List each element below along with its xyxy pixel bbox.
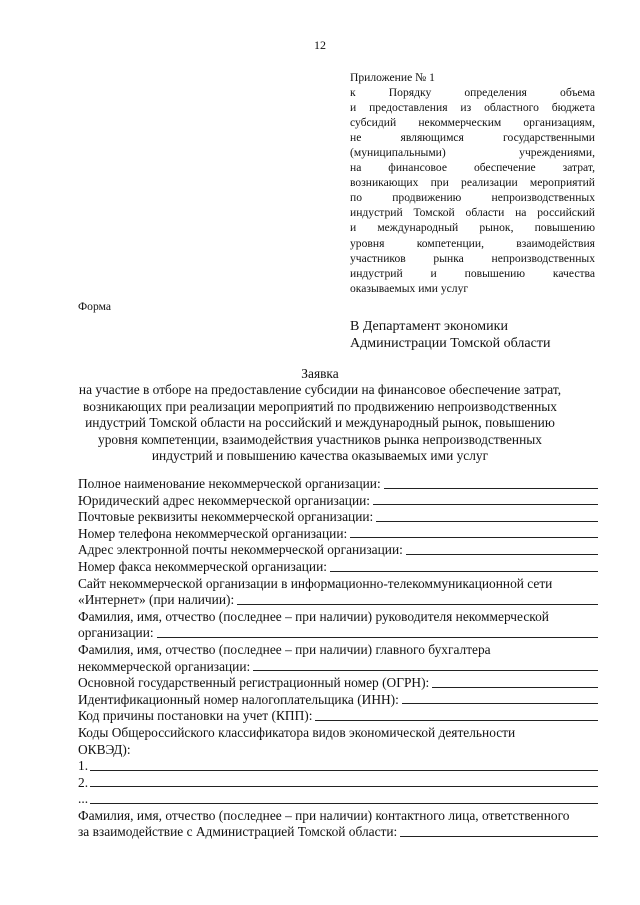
email-label: Адрес электронной почты некоммерческой организации:: [78, 542, 403, 558]
okved-item-2-blank[interactable]: [90, 786, 598, 787]
postal-details-blank[interactable]: [376, 521, 598, 522]
accountant-blank[interactable]: [253, 670, 598, 671]
website-row-2: [78, 592, 598, 609]
head-row-2: [78, 625, 598, 642]
kpp-row: [78, 708, 598, 725]
fax-row: [78, 559, 598, 576]
okved-item-number: ...: [78, 791, 89, 807]
phone-label: Номер телефона некоммерческой организации:: [78, 525, 348, 541]
ogrn-row: [78, 675, 598, 692]
appendix-line: уровня компетенции, взаимодействия: [350, 236, 595, 250]
website-row: [78, 576, 598, 593]
head-label: Фамилия, имя, отчество (последнее – при наличии) руководителя некоммерческой: [78, 608, 549, 624]
full-name-label: Полное наименование некоммерческой организации:: [78, 476, 381, 491]
phone-row: [78, 526, 598, 543]
form-label: Форма: [78, 300, 111, 313]
appendix-line: (муниципальными) учреждениями,: [350, 146, 595, 160]
postal-details-label: Почтовые реквизиты некоммерческой организации:: [78, 509, 374, 525]
legal-address-blank[interactable]: [373, 504, 598, 505]
phone-blank[interactable]: [350, 537, 598, 538]
kpp-blank[interactable]: [315, 720, 598, 721]
kpp-label: Код причины постановки на учет (КПП):: [78, 708, 313, 724]
fax-label: Номер факса некоммерческой организации:: [78, 558, 327, 574]
application-title: Заявка: [301, 366, 339, 381]
okved-row-2: [78, 742, 598, 759]
accountant-label: Фамилия, имя, отчество (последнее – при наличии) главного бухгалтера: [78, 641, 491, 657]
okved-item-1: [78, 758, 598, 775]
appendix-line: оказываемых ими услуг: [350, 281, 469, 295]
inn-blank[interactable]: [402, 703, 598, 704]
form-fields: [78, 476, 598, 841]
full-name-row: [78, 476, 598, 493]
appendix-line: возникающих при реализации мероприятий: [350, 176, 595, 190]
okved-item-3-blank[interactable]: [90, 803, 598, 804]
application-subtitle: [70, 382, 570, 465]
okved-label-2: ОКВЭД):: [78, 741, 131, 757]
website-blank[interactable]: [237, 604, 598, 605]
appendix-line: индустрий Томской области на российский: [350, 206, 595, 220]
appendix-title: Приложение № 1: [350, 71, 435, 84]
accountant-label-2: некоммерческой организации:: [78, 658, 251, 674]
okved-item-number: 1.: [78, 758, 89, 774]
inn-label: Идентификационный номер налогоплательщика (ИНН):: [78, 691, 399, 707]
legal-address-label: Юридический адрес некоммерческой организации:: [78, 492, 370, 508]
postal-details-row: [78, 509, 598, 526]
page-number: 12: [314, 38, 326, 52]
head-row: [78, 609, 598, 626]
okved-item-3: [78, 791, 598, 808]
accountant-row: [78, 642, 598, 659]
contact-label: Фамилия, имя, отчество (последнее – при наличии) контактного лица, ответственного: [78, 807, 570, 823]
contact-label-2: за взаимодействие с Администрацией Томской области:: [78, 824, 398, 840]
okved-row: [78, 725, 598, 742]
inn-row: [78, 692, 598, 709]
website-label-2: «Интернет» (при наличии):: [78, 592, 235, 608]
addressee-line: В Департамент экономики: [350, 319, 508, 334]
head-label-2: организации:: [78, 625, 154, 641]
website-label: Сайт некоммерческой организации в информационно-телекоммуникационной сети: [78, 575, 553, 591]
subtitle-line: индустрий Томской области на российский и международный рынок, повышению: [85, 415, 555, 430]
fax-blank[interactable]: [330, 571, 598, 572]
contact-row-2: [78, 824, 598, 841]
email-row: [78, 542, 598, 559]
ogrn-label: Основной государственный регистрационный номер (ОГРН):: [78, 675, 430, 691]
appendix-block: [350, 70, 595, 296]
ogrn-blank[interactable]: [432, 687, 598, 688]
full-name-blank[interactable]: [384, 488, 598, 489]
okved-item-number: 2.: [78, 774, 89, 790]
subtitle-line: возникающих при реализации мероприятий по продвижению непроизводственных: [83, 398, 557, 414]
head-blank[interactable]: [157, 637, 598, 638]
appendix-line: к Порядку определения объема: [350, 86, 595, 100]
appendix-line: субсидий некоммерческим организациям,: [350, 116, 595, 130]
appendix-line: и предоставления из областного бюджета: [350, 101, 595, 115]
okved-label: Коды Общероссийского классификатора видов экономической деятельности: [78, 724, 516, 740]
subtitle-line: уровня компетенции, взаимодействия участников рынка непроизводственных: [98, 431, 542, 447]
subtitle-line: на участие в отборе на предоставление субсидии на финансовое обеспечение затрат,: [78, 382, 562, 397]
contact-blank[interactable]: [400, 836, 598, 837]
appendix-line: не являющимся государственными: [350, 131, 595, 145]
email-blank[interactable]: [406, 554, 598, 555]
accountant-row-2: [78, 659, 598, 676]
addressee-line: Администрации Томской области: [350, 336, 551, 351]
legal-address-row: [78, 493, 598, 510]
okved-item-1-blank[interactable]: [90, 770, 598, 771]
appendix-line: индустрий и повышению качества: [350, 266, 595, 280]
subtitle-line: индустрий и повышению качества оказываемых ими услуг: [151, 448, 489, 463]
appendix-line: по продвижению непроизводственных: [350, 191, 595, 205]
appendix-line: участников рынка непроизводственных: [350, 251, 595, 265]
addressee-block: [350, 318, 550, 352]
appendix-line: и международный рынок, повышению: [350, 221, 595, 235]
appendix-line: на финансовое обеспечение затрат,: [350, 161, 595, 175]
contact-row: [78, 808, 598, 825]
okved-item-2: [78, 775, 598, 792]
